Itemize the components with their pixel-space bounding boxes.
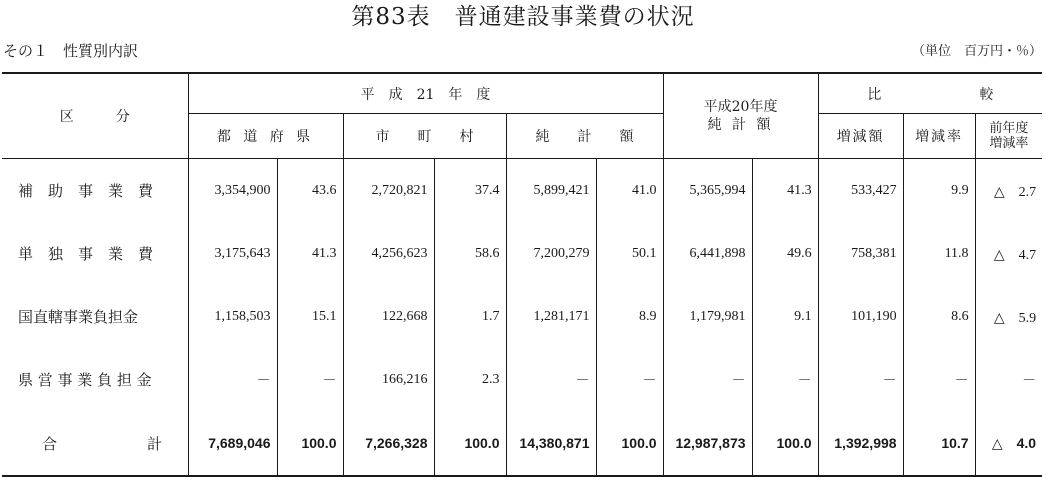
cell-pref-amount: 3,354,900 — [188, 159, 277, 223]
cell-net-percent: － — [596, 348, 663, 411]
cell-pref-amount: 3,175,643 — [188, 222, 277, 285]
cell-diff-amount: 101,190 — [818, 285, 903, 348]
cell-h20-amount: 1,179,981 — [663, 285, 752, 348]
header-zennendo-line2: 増減率 — [989, 136, 1029, 151]
cell-diff-rate: 11.8 — [903, 222, 975, 285]
cell-diff-rate: － — [903, 348, 975, 411]
cell-muni-amount: 166,216 — [343, 348, 434, 411]
cell-diff-rate: 8.6 — [903, 285, 975, 348]
header-shichoson: 市 町 村 — [343, 114, 506, 159]
construction-cost-table — [2, 72, 1042, 477]
cell-muni-amount: 122,668 — [343, 285, 434, 348]
header-h20 — [663, 73, 818, 159]
header-hikaku: 比 較 — [818, 73, 1042, 114]
cell-net-amount: － — [506, 348, 596, 411]
total-muni-amount: 7,266,328 — [343, 411, 434, 476]
total-row — [2, 411, 1042, 476]
total-pref-percent: 100.0 — [277, 411, 343, 476]
cell-muni-percent: 1.7 — [434, 285, 506, 348]
total-diff-amount: 1,392,998 — [818, 411, 903, 476]
cell-net-amount: 1,281,171 — [506, 285, 596, 348]
cell-prev-rate: － — [975, 348, 1042, 411]
row-label: 補 助 事 業 費 — [2, 159, 188, 223]
total-diff-rate: 10.7 — [903, 411, 975, 476]
total-h20-amount: 12,987,873 — [663, 411, 752, 476]
cell-prev-rate: △ 4.7 — [975, 222, 1042, 285]
cell-muni-percent: 2.3 — [434, 348, 506, 411]
cell-prev-rate: △ 2.7 — [975, 159, 1042, 223]
table-row — [2, 348, 1042, 411]
header-zennendo — [975, 114, 1042, 159]
cell-prev-rate: △ 5.9 — [975, 285, 1042, 348]
unit-note: （単位 百万円・％） — [911, 44, 1042, 59]
header-h20-line2: 純 計 額 — [707, 117, 774, 133]
header-todofuken: 都 道 府 県 — [188, 114, 343, 159]
total-muni-percent: 100.0 — [434, 411, 506, 476]
cell-muni-percent: 37.4 — [434, 159, 506, 223]
cell-h20-percent: 41.3 — [752, 159, 818, 223]
header-kubun: 区 分 — [2, 73, 188, 159]
cell-pref-percent: 15.1 — [277, 285, 343, 348]
cell-net-percent: 50.1 — [596, 222, 663, 285]
cell-pref-amount: － — [188, 348, 277, 411]
total-net-amount: 14,380,871 — [506, 411, 596, 476]
table-subtitle: その１ 性質別内訳 — [3, 42, 139, 60]
cell-pref-percent: 41.3 — [277, 222, 343, 285]
table-title: 第83表 普通建設事業費の状況 — [351, 4, 695, 30]
cell-diff-amount: 758,381 — [818, 222, 903, 285]
total-prev-rate: △ 4.0 — [975, 411, 1042, 476]
cell-net-percent: 41.0 — [596, 159, 663, 223]
cell-muni-amount: 4,256,623 — [343, 222, 434, 285]
header-h21: 平 成 21 年 度 — [188, 73, 663, 114]
table-row — [2, 285, 1042, 348]
header-h20-line1: 平成20年度 — [703, 99, 778, 115]
cell-pref-amount: 1,158,503 — [188, 285, 277, 348]
cell-h20-amount: － — [663, 348, 752, 411]
header-zennendo-line1: 前年度 — [989, 121, 1029, 136]
row-label: 単 独 事 業 費 — [2, 222, 188, 285]
cell-h20-percent: 49.6 — [752, 222, 818, 285]
cell-pref-percent: 43.6 — [277, 159, 343, 223]
header-junkei: 純 計 額 — [506, 114, 663, 159]
cell-net-amount: 5,899,421 — [506, 159, 596, 223]
cell-h20-percent: － — [752, 348, 818, 411]
cell-diff-amount: － — [818, 348, 903, 411]
row-label: 国直轄事業負担金 — [2, 285, 188, 348]
cell-pref-percent: － — [277, 348, 343, 411]
cell-muni-percent: 58.6 — [434, 222, 506, 285]
header-zougen-ritsu: 増減率 — [903, 114, 975, 159]
cell-muni-amount: 2,720,821 — [343, 159, 434, 223]
table-row — [2, 159, 1042, 223]
cell-diff-rate: 9.9 — [903, 159, 975, 223]
cell-h20-amount: 5,365,994 — [663, 159, 752, 223]
cell-h20-amount: 6,441,898 — [663, 222, 752, 285]
cell-diff-amount: 533,427 — [818, 159, 903, 223]
total-label: 合 計 — [2, 411, 188, 476]
total-net-percent: 100.0 — [596, 411, 663, 476]
total-pref-amount: 7,689,046 — [188, 411, 277, 476]
total-h20-percent: 100.0 — [752, 411, 818, 476]
table-row — [2, 222, 1042, 285]
cell-net-amount: 7,200,279 — [506, 222, 596, 285]
row-label: 県 営 事 業 負 担 金 — [2, 348, 188, 411]
cell-h20-percent: 9.1 — [752, 285, 818, 348]
header-zougen-gaku: 増減額 — [818, 114, 903, 159]
cell-net-percent: 8.9 — [596, 285, 663, 348]
